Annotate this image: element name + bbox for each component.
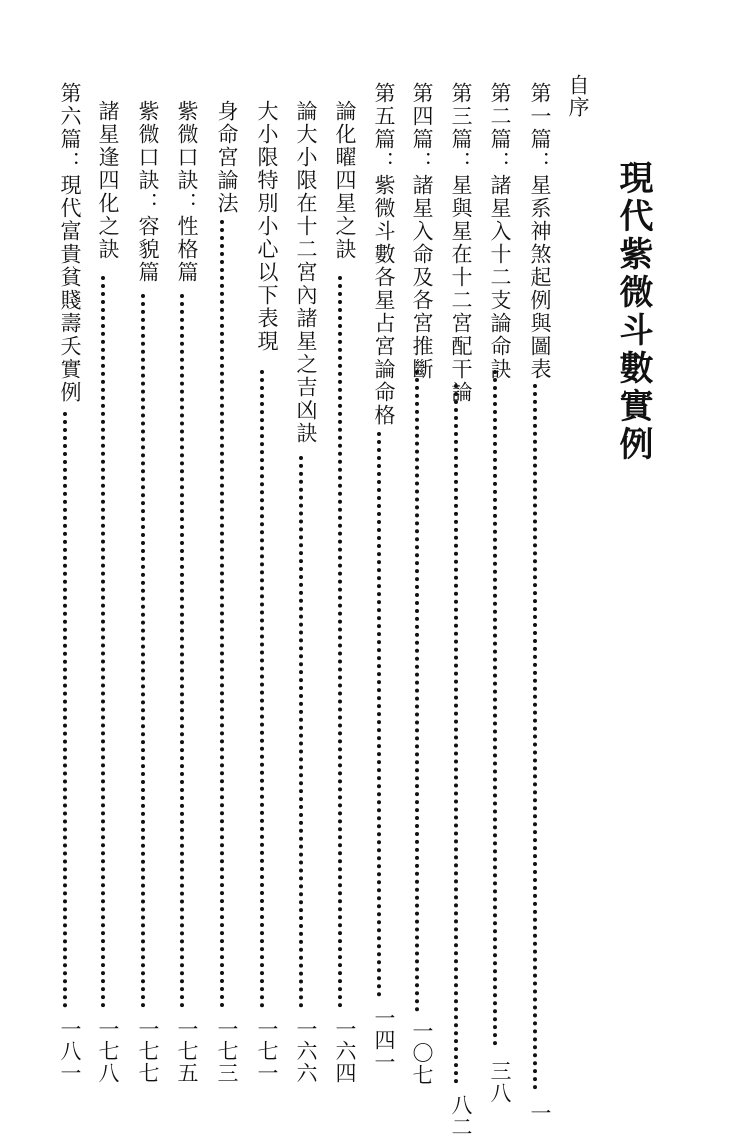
toc-entry[interactable] — [91, 100, 121, 1084]
toc-entry-title: 紫微口訣：性格篇 — [175, 100, 199, 284]
toc-leader-dots — [493, 370, 503, 1046]
toc-entry[interactable] — [328, 100, 358, 1084]
toc-page-number: 一六四 — [333, 1018, 357, 1084]
toc-leader-dots — [220, 220, 230, 1008]
toc-leader-dots — [299, 456, 309, 1008]
toc-leader-dots — [377, 432, 387, 997]
toc-leader-dots — [533, 384, 543, 1090]
toc-entry-title: 第三篇：星與星在十二宮配干論 — [449, 82, 473, 404]
toc-page-number: 一四一 — [372, 1007, 396, 1073]
toc-page-number: 一〇七 — [410, 1020, 434, 1086]
toc-entry[interactable] — [444, 82, 474, 1138]
toc-leader-dots — [338, 276, 348, 1008]
toc-leader-dots — [260, 370, 270, 1008]
toc-entry-preface[interactable] — [563, 74, 593, 134]
toc-entry[interactable] — [405, 82, 435, 1086]
toc-page-number: 一八一 — [58, 1018, 82, 1084]
toc-entry[interactable] — [170, 100, 200, 1084]
toc-entry-title: 自序 — [566, 74, 590, 118]
toc-entry-title: 身命宮論法 — [215, 100, 239, 215]
toc-leader-dots — [63, 412, 73, 1008]
toc-entry-title: 諸星逢四化之訣 — [96, 100, 120, 261]
toc-entry-title: 第六篇：現代富貴貧賤壽夭實例 — [58, 82, 82, 404]
toc-entry[interactable] — [523, 82, 553, 1124]
toc-leader-dots — [454, 384, 464, 1084]
toc-entry[interactable] — [53, 82, 83, 1084]
toc-entry-title: 第五篇：紫微斗數各星占宮論命格 — [372, 82, 396, 427]
toc-page-number: 一七一 — [255, 1018, 279, 1084]
toc-leader-dots — [180, 294, 190, 1008]
toc-entry-title: 第一篇：星系神煞起例與圖表 — [528, 82, 552, 381]
toc-page-number: 一 — [528, 1102, 552, 1124]
toc-entry-title: 紫微口訣：容貌篇 — [136, 100, 160, 284]
toc-entry-title: 論大小限在十二宮內諸星之吉凶訣 — [294, 100, 318, 445]
toc-page-number: 一七三 — [215, 1018, 239, 1084]
toc-entry-title: 論化曜四星之訣 — [333, 100, 357, 261]
toc-leader-dots — [415, 370, 425, 1012]
toc-page-number: 八二 — [449, 1094, 473, 1138]
toc-entry[interactable] — [131, 100, 161, 1084]
toc-leader-dots — [141, 294, 151, 1008]
toc-entry-title: 第二篇：諸星入十二支論命訣 — [488, 82, 512, 381]
toc-entry-title: 第四篇：諸星入命及各宮推斷 — [410, 82, 434, 381]
book-title: 現代紫微斗數實例 — [613, 160, 653, 464]
toc-entry-title: 大小限特別小心以下表現 — [255, 100, 279, 353]
toc-entry[interactable] — [210, 100, 240, 1084]
toc-page-number: 一七七 — [136, 1018, 160, 1084]
toc-leader-dots — [101, 276, 111, 1008]
toc-entry[interactable] — [289, 100, 319, 1084]
toc-page-number: 一七八 — [96, 1018, 120, 1084]
toc-page-number: 一七五 — [175, 1018, 199, 1084]
toc-page-number: 一六六 — [294, 1018, 318, 1084]
toc-entry[interactable] — [250, 100, 280, 1084]
toc-page-number: 三八 — [488, 1060, 512, 1104]
toc-entry[interactable] — [483, 82, 513, 1104]
toc-entry[interactable] — [367, 82, 397, 1073]
